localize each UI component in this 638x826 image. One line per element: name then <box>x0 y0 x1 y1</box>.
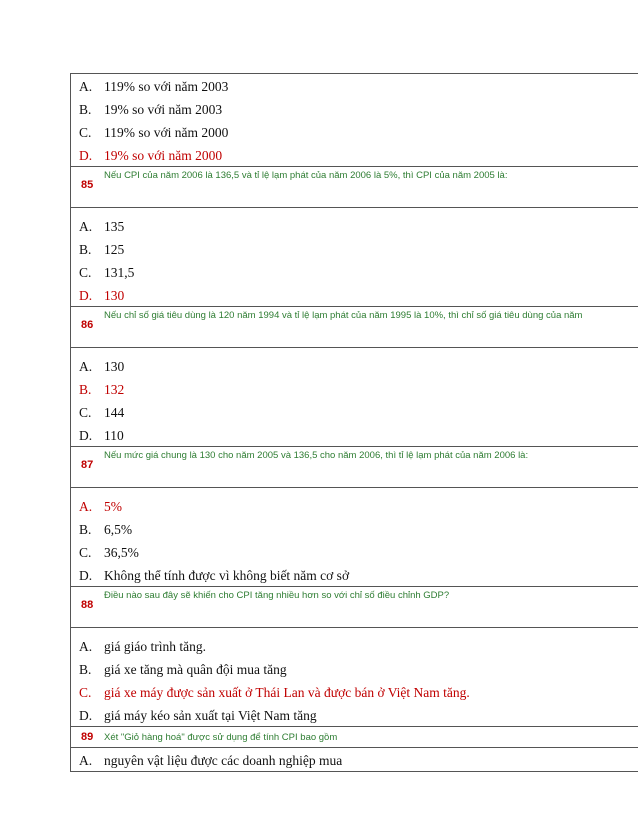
question-number: 85 <box>81 179 94 191</box>
question-number: 89 <box>81 731 94 743</box>
option-d-correct[interactable]: D. 130 <box>79 288 125 303</box>
question-text: Nếu chỉ số giá tiêu dùng là 120 năm 1994 và tỉ lệ lạm phát của năm 1995 là 10%, thì chỉ số giá tiêu dùng của năm <box>104 310 583 321</box>
option-c[interactable]: C. 131,5 <box>79 265 135 280</box>
option-a[interactable]: A. 130 <box>79 359 125 374</box>
option-b[interactable]: B. giá xe tăng mà quân đội mua tăng <box>79 662 287 677</box>
option-d[interactable]: D. giá máy kéo sản xuất tại Việt Nam tăng <box>79 708 317 723</box>
question-block-89 <box>71 727 638 772</box>
question-header <box>71 727 638 748</box>
question-block-84 <box>71 74 638 167</box>
option-b[interactable]: B. 6,5% <box>79 522 133 537</box>
question-text: Điều nào sau đây sẽ khiến cho CPI tăng nhiều hơn so với chỉ số điều chỉnh GDP? <box>104 590 450 601</box>
question-number: 87 <box>81 459 94 471</box>
question-block-87 <box>71 447 638 587</box>
option-a[interactable]: A. 119% so với năm 2003 <box>79 79 229 94</box>
question-header <box>71 447 638 488</box>
question-header <box>71 167 638 208</box>
question-number: 88 <box>81 599 94 611</box>
option-c-correct[interactable]: C. giá xe máy được sản xuất ở Thái Lan và được bán ở Việt Nam tăng. <box>79 685 470 700</box>
quiz-sheet <box>70 73 638 772</box>
question-text: Xét "Giỏ hàng hoá" được sử dụng để tính CPI bao gồm <box>104 732 338 743</box>
option-a[interactable]: A. 135 <box>79 219 125 234</box>
option-c[interactable]: C. 36,5% <box>79 545 139 560</box>
question-text: Nếu CPI của năm 2006 là 136,5 và tỉ lệ lạm phát của năm 2006 là 5%, thì CPI của năm 2005 là: <box>104 170 508 181</box>
option-b-correct[interactable]: B. 132 <box>79 382 125 397</box>
option-a-correct[interactable]: A. 5% <box>79 499 122 514</box>
question-number: 86 <box>81 319 94 331</box>
question-header <box>71 587 638 628</box>
option-d[interactable]: D. 110 <box>79 428 124 443</box>
option-a[interactable]: A. giá giáo trình tăng. <box>79 639 206 654</box>
question-text: Nếu mức giá chung là 130 cho năm 2005 và 136,5 cho năm 2006, thì tỉ lệ lạm phát của năm 2006 là: <box>104 450 529 461</box>
option-c[interactable]: C. 144 <box>79 405 125 420</box>
question-block-85 <box>71 167 638 307</box>
option-a[interactable]: A. nguyên vật liệu được các doanh nghiệp mua <box>79 753 343 768</box>
question-block-88 <box>71 587 638 727</box>
question-header <box>71 307 638 348</box>
option-c[interactable]: C. 119% so với năm 2000 <box>79 125 229 140</box>
option-b[interactable]: B. 19% so với năm 2003 <box>79 102 223 117</box>
option-d-correct[interactable]: D. 19% so với năm 2000 <box>79 148 223 163</box>
option-d[interactable]: D. Không thể tính được vì không biết năm cơ sở <box>79 568 350 583</box>
question-block-86 <box>71 307 638 447</box>
option-b[interactable]: B. 125 <box>79 242 125 257</box>
